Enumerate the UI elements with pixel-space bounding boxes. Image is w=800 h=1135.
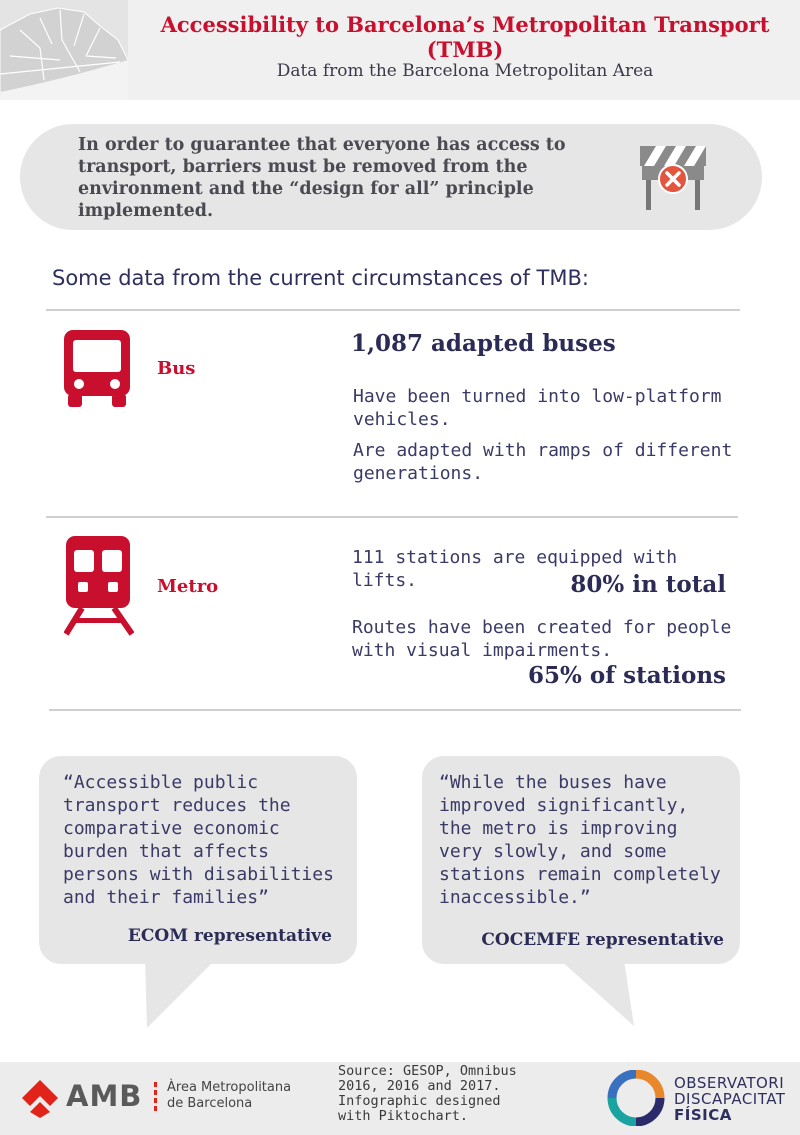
bus-label: Bus [157, 358, 196, 379]
observatori-line3: FÍSICA [674, 1106, 732, 1124]
observatori-logo-icon [606, 1070, 666, 1126]
divider [46, 516, 738, 518]
amb-subtitle-line1: Àrea Metropolitana [167, 1080, 292, 1095]
page-title: Accessibility to Barcelona’s Metropolitan Transport (TMB) [160, 12, 770, 62]
barcelona-map-thumbnail [0, 0, 128, 100]
amb-subtitle [167, 1080, 297, 1112]
divider [49, 709, 741, 711]
quote-text-cocemfe: “While the buses have improved significantly, the metro is improving very slowly, and some stations remain completely inaccessible.” [439, 772, 721, 908]
page-subtitle: Data from the Barcelona Metropolitan Area [276, 61, 654, 81]
metro-routes-stat: 65% of stations [528, 662, 726, 689]
bus-point-1: Have been turned into low-platform vehicles. [353, 386, 722, 430]
observatori-line1: OBSERVATORI [674, 1074, 785, 1092]
metro-routes-text: Routes have been created for people with visual impairments. [352, 617, 732, 661]
metro-train-icon [64, 536, 134, 636]
road-barrier-icon [640, 144, 706, 212]
amb-logo-text: AMB [66, 1079, 143, 1113]
divider [46, 309, 740, 311]
bus-point-2: Are adapted with ramps of different generations. [353, 440, 733, 484]
bus-icon [64, 330, 130, 408]
quote-author-ecom: ECOM representative [127, 926, 332, 946]
speech-tail [560, 960, 636, 1028]
observatori-logo-text [674, 1075, 785, 1123]
metro-label: Metro [157, 576, 219, 597]
metro-lifts-text: 111 stations are equipped with lifts. [352, 547, 678, 591]
speech-tail [145, 960, 215, 1030]
quote-author-cocemfe: COCEMFE representative [481, 930, 724, 950]
amb-logo-icon [20, 1078, 60, 1118]
section-heading: Some data from the current circumstances of TMB: [52, 266, 589, 290]
amb-divider [154, 1082, 157, 1112]
intro-text: In order to guarantee that everyone has access to transport, barriers must be removed from the environment and the “design for all” principle implemented. [78, 135, 566, 221]
metro-lifts-stat: 80% in total [570, 571, 726, 598]
amb-subtitle-line2: de Barcelona [167, 1096, 253, 1111]
source-note: Source: GESOP, Omnibus 2016, 2016 and 2017. Infographic designed with Piktochart. [338, 1063, 517, 1124]
observatori-line2: DISCAPACITAT [674, 1090, 786, 1108]
quote-text-ecom: “Accessible public transport reduces the comparative economic burden that affects persons with disabilities and their families” [63, 772, 334, 908]
bus-headline: 1,087 adapted buses [351, 330, 616, 357]
